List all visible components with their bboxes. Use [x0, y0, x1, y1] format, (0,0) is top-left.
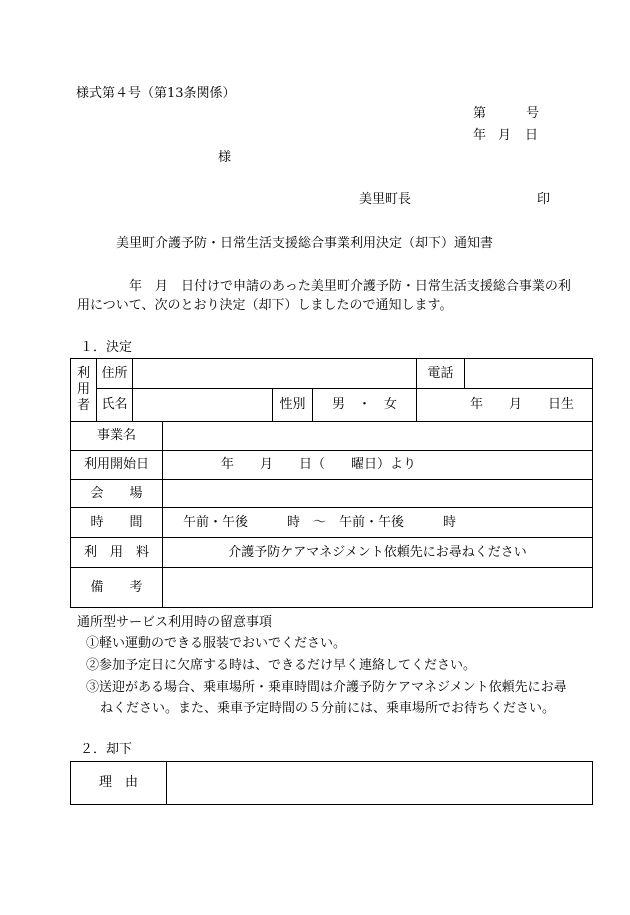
venue-field[interactable] — [163, 480, 593, 508]
document-title: 美里町介護予防・日常生活支援総合事業利用決定（却下）通知書 — [116, 236, 494, 251]
address-label: 住所 — [97, 359, 133, 389]
rejection-table — [70, 761, 593, 805]
venue-label: 会 場 — [71, 480, 163, 508]
start-date-field[interactable]: 年 月 日（ 曜日）より — [163, 451, 593, 480]
decision-table — [70, 358, 593, 608]
phone-field[interactable] — [465, 359, 593, 389]
business-name-label: 事業名 — [71, 422, 163, 451]
body-line-1: 年 月 日付けで申請のあった美里町介護予防・日常生活支援総合事業の利 — [129, 279, 571, 294]
note-item-3-cont: ねください。また、乗車予定時間の５分前には、乗車場所でお待ちください。 — [100, 701, 556, 716]
fee-label: 利 用 料 — [71, 538, 163, 568]
body-line-2: 用について、次のとおり決定（却下）しましたので通知します。 — [77, 298, 453, 313]
sex-options[interactable]: 男 ・ 女 — [313, 389, 417, 422]
name-label: 氏名 — [97, 389, 133, 422]
form-label: 様式第４号（第13条関係） — [76, 86, 236, 101]
number-gou: 号 — [526, 106, 540, 121]
time-field[interactable]: 午前・午後 時 ～ 午前・午後 時 — [163, 508, 593, 538]
notes-heading: 通所型サービス利用時の留意事項 — [77, 615, 273, 630]
date-month: 月 — [498, 128, 512, 143]
note-item-3: ③送迎がある場合、乗車場所・乗車時間は介護予防ケアマネジメント依頼先にお尋 — [86, 680, 567, 695]
time-label: 時 間 — [71, 508, 163, 538]
sex-label: 性別 — [273, 389, 313, 422]
phone-label: 電話 — [417, 359, 465, 389]
note-item-1: ①軽い運動のできる服装でおいでください。 — [86, 636, 347, 651]
business-name-field[interactable] — [163, 422, 593, 451]
number-dai: 第 — [473, 106, 487, 121]
issuer: 美里町長 — [359, 192, 412, 207]
addressee-suffix: 様 — [218, 150, 232, 165]
note-item-2: ②参加予定日に欠席する時は、できるだけ早く連絡してください。 — [86, 658, 477, 673]
fee-value: 介護予防ケアマネジメント依頼先にお尋ねください — [163, 538, 593, 568]
date-day: 日 — [525, 128, 539, 143]
date-year: 年 — [473, 128, 487, 143]
section-rejection: ２．却下 — [80, 742, 133, 757]
start-date-label: 利用開始日 — [71, 451, 163, 480]
remarks-field[interactable] — [163, 568, 593, 608]
reason-field[interactable] — [167, 762, 593, 805]
birthdate-field[interactable]: 年 月 日生 — [417, 389, 593, 422]
remarks-label: 備 考 — [71, 568, 163, 608]
user-vertical-label: 利 用 者 — [71, 359, 97, 422]
reason-label: 理 由 — [71, 762, 167, 805]
section-decision: １．決定 — [80, 340, 133, 355]
address-field[interactable] — [133, 359, 417, 389]
seal: 印 — [537, 192, 551, 207]
name-field[interactable] — [133, 389, 273, 422]
